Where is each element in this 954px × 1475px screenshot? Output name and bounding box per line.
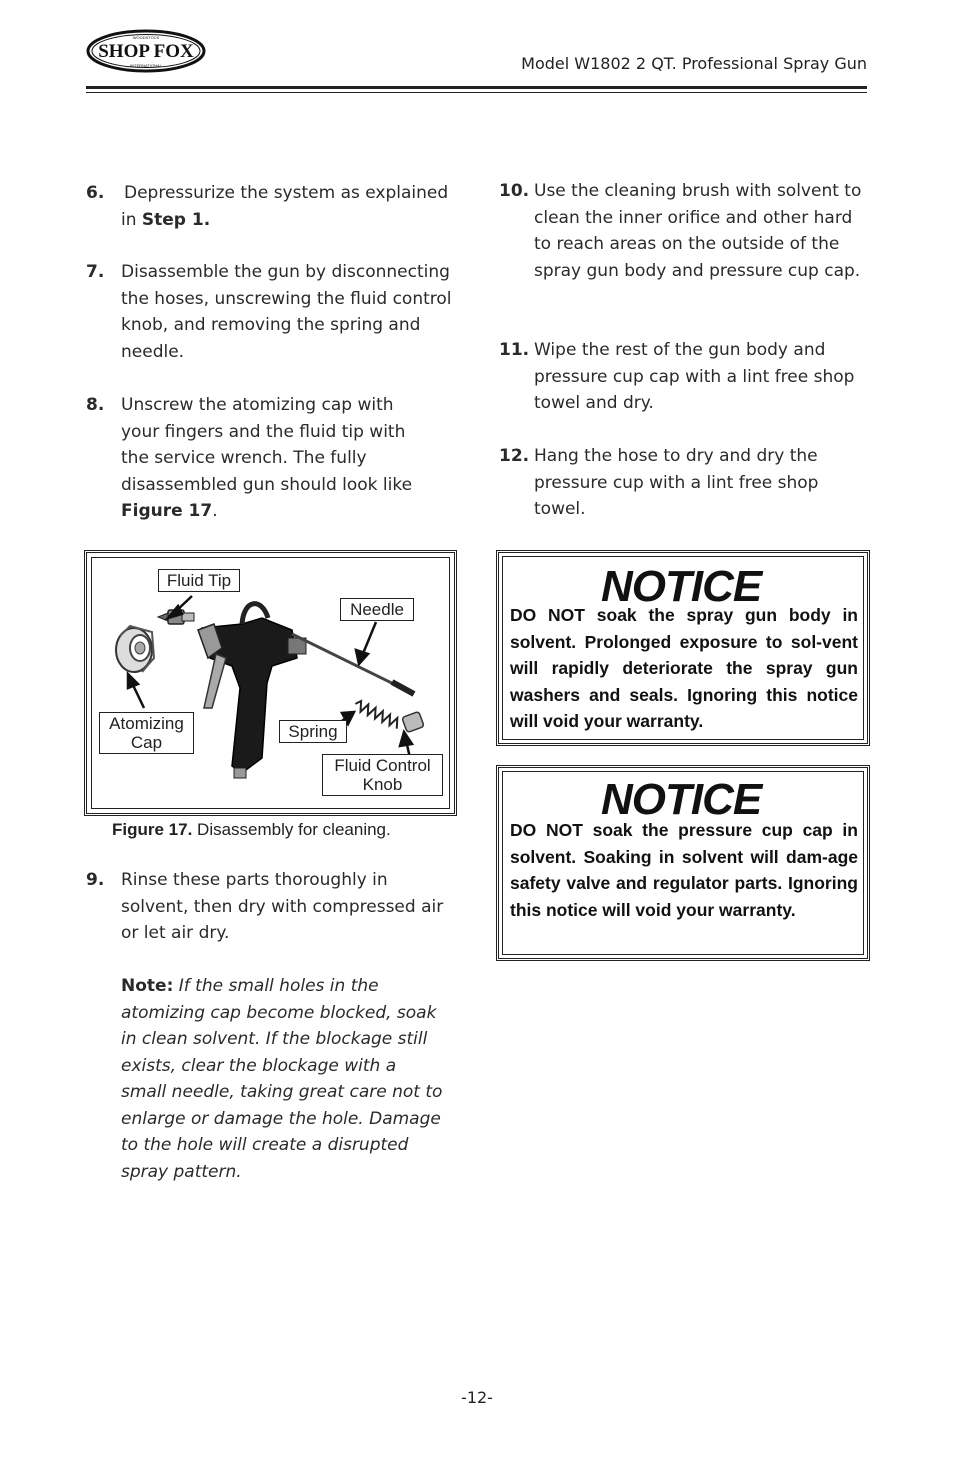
notice-box-1-inner	[502, 556, 864, 740]
step-number: 9.	[86, 870, 105, 890]
figure-caption-text: Disassembly for cleaning.	[192, 820, 391, 839]
step-6	[86, 180, 461, 233]
fluid-control-knob-part	[402, 711, 424, 732]
atomizing-cap-label-line2: Cap	[130, 733, 163, 752]
step-number: 11.	[499, 340, 530, 360]
step-number: 12.	[499, 446, 530, 466]
spring-label: Spring	[279, 720, 347, 743]
notice-heading: NOTICE	[601, 562, 762, 611]
step-9	[86, 867, 456, 1185]
step-text: Rinse these parts thoroughly in solvent, then dry with compressed air or let air dry.	[121, 870, 444, 943]
step-text: Depressurize the system as explained in	[121, 183, 449, 230]
step-number: 6.	[86, 183, 105, 203]
atomizing-cap-label	[99, 712, 194, 754]
fluid-tip-label: Fluid Tip	[158, 569, 240, 592]
header-rule	[86, 86, 867, 89]
notice-box-2-inner	[502, 771, 864, 955]
step-number: 10.	[499, 181, 530, 201]
page-number: -12-	[461, 1388, 493, 1407]
notice-text: DO NOT soak the pressure cup cap in solvent. Soaking in solvent will dam-age safety valve and regulator parts. Ignoring this notice will void your warranty.	[510, 820, 858, 920]
step-text: Wipe the rest of the gun body and pressure cup cap with a lint free shop towel and dry.	[534, 340, 855, 413]
note	[121, 973, 446, 1185]
notice-heading: NOTICE	[601, 775, 762, 824]
step-text: Disassemble the gun by disconnecting the hoses, unscrewing the fluid control knob, and removing the spring and needle.	[121, 262, 452, 362]
step-text-end: .	[212, 501, 218, 521]
figure-caption	[112, 820, 391, 840]
step-text: Use the cleaning brush with solvent to clean the inner orifice and other hard to reach areas on the outside of the spray gun body and pressure cup cap.	[534, 181, 862, 281]
figure-reference: Figure 17	[121, 501, 213, 521]
header-title: Model W1802 2 QT. Professional Spray Gun	[521, 54, 867, 73]
step-7	[86, 259, 461, 365]
header-rule-thin	[86, 92, 867, 93]
fluid-control-label-line2: Knob	[362, 775, 403, 794]
step-text: Unscrew the atomizing cap with your fingers and the fluid tip with the service wrench. The fully disassembled gun should look like	[121, 395, 413, 495]
step-number: 8.	[86, 395, 105, 415]
needle-label: Needle	[340, 598, 414, 621]
svg-text:WOODSTOCK: WOODSTOCK	[132, 35, 160, 40]
fluid-control-label-line1: Fluid Control	[334, 756, 431, 775]
step-11	[499, 337, 869, 417]
svg-text:SHOP FOX: SHOP FOX	[98, 41, 194, 62]
fluid-control-knob-label	[322, 754, 443, 796]
shop-fox-logo	[86, 28, 206, 74]
step-reference: Step 1.	[141, 209, 211, 230]
spray-gun-body-part	[198, 604, 306, 778]
svg-text:INTERNATIONAL: INTERNATIONAL	[130, 63, 162, 68]
atomizing-cap-part	[116, 626, 154, 672]
step-number: 7.	[86, 262, 105, 282]
needle-part	[292, 634, 414, 694]
notice-text: DO NOT soak the spray gun body in solvent. Prolonged exposure to sol-vent will rapidly deteriorate the spray gun washers and seals. Ignoring this notice will void your warranty.	[510, 605, 858, 731]
step-8	[86, 392, 426, 525]
note-label: Note:	[121, 976, 174, 996]
figure-caption-number: Figure 17.	[112, 820, 193, 839]
step-text: Hang the hose to dry and dry the pressure cup with a lint free shop towel.	[534, 446, 819, 519]
spring-part	[353, 699, 401, 728]
step-10	[499, 178, 869, 284]
note-text: If the small holes in the atomizing cap become blocked, soak in clean solvent. If the blockage still exists, clear the blockage with a small needle, taking great care not to enlarge or damage the hole. Damage to the hole will create a disrupted spray pattern.	[121, 976, 443, 1182]
figure-17	[91, 557, 450, 809]
atomizing-cap-label-line1: Atomizing	[109, 714, 184, 733]
step-12	[499, 443, 844, 523]
